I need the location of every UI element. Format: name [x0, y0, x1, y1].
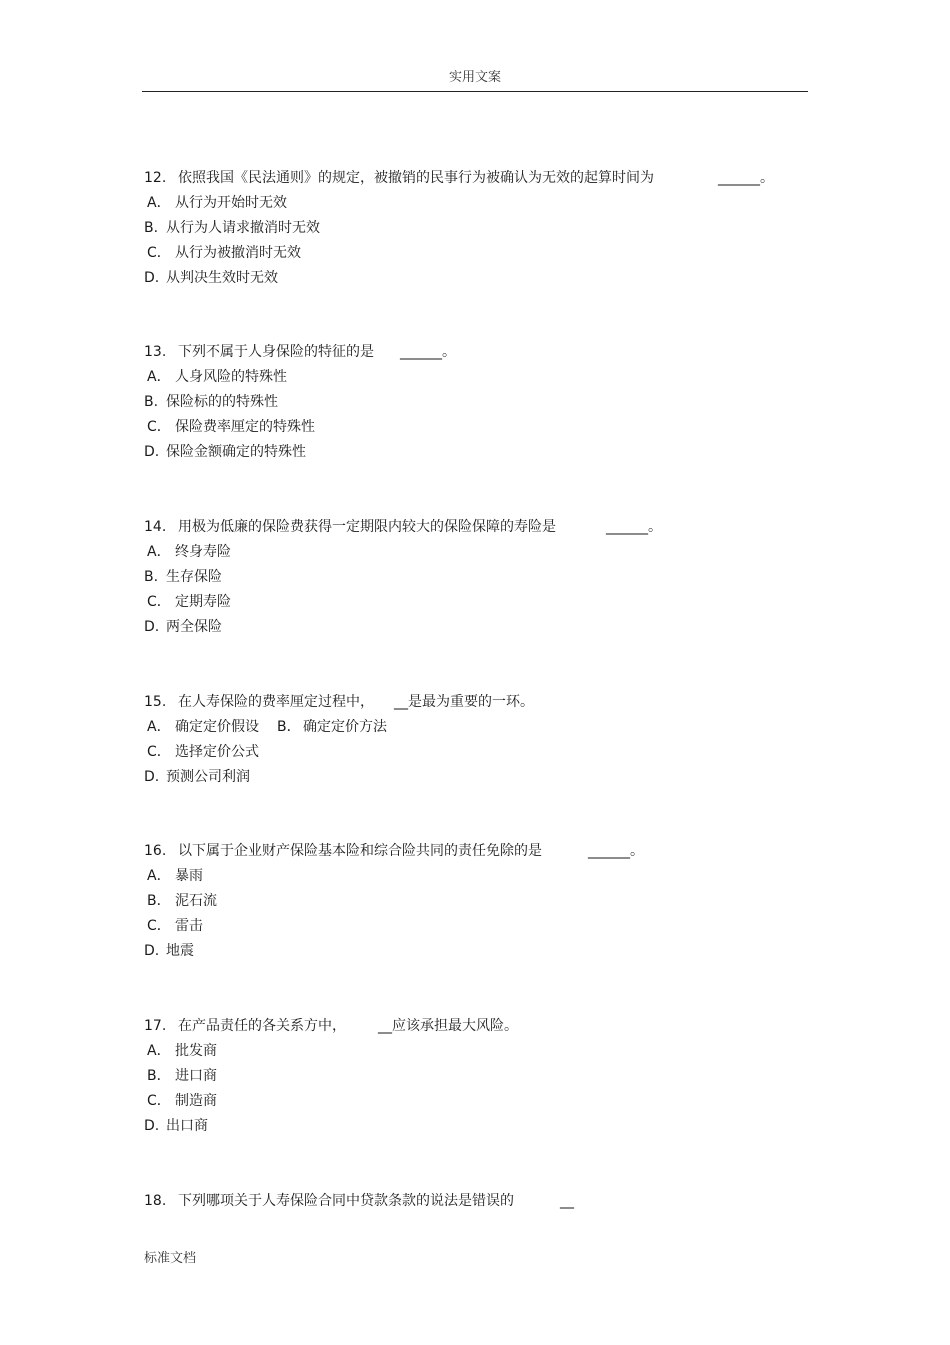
question-number: 18.: [144, 1193, 167, 1209]
question-number: 17.: [144, 1018, 167, 1034]
question-12: [144, 166, 774, 291]
question-stem: [144, 1014, 518, 1039]
option-b: B. 保险标的的特殊性: [144, 394, 278, 410]
question-text: 以下属于企业财产保险基本险和综合险共同的责任免除的是: [178, 843, 542, 859]
option-b: B． 泥石流: [147, 893, 217, 909]
answer-blank: __是最为重要的一环。: [394, 694, 534, 710]
question-number: 14.: [144, 519, 167, 535]
question-18: [144, 1189, 574, 1214]
option-b-letter: B．: [277, 719, 301, 735]
question-text: 用极为低廉的保险费获得一定期限内较大的保险保障的寿险是: [178, 519, 556, 535]
option-a: A． 从行为开始时无效: [147, 195, 287, 211]
question-text: 依照我国《民法通则》的规定，被撤销的民事行为被确认为无效的起算时间为: [178, 170, 654, 186]
option-c: C． 保险费率厘定的特殊性: [147, 419, 315, 435]
option-a-letter: A．: [147, 719, 171, 735]
answer-blank: ______。: [606, 519, 662, 535]
answer-blank: __应该承担最大风险。: [378, 1018, 518, 1034]
option-a: A． 人身风险的特殊性: [147, 369, 287, 385]
option-c: C． 定期寿险: [147, 594, 231, 610]
question-stem: [144, 515, 662, 540]
option-c: C． 制造商: [147, 1093, 217, 1109]
question-stem: [144, 1189, 574, 1214]
answer-blank: ______。: [718, 170, 774, 186]
option-d: D. 两全保险: [144, 619, 222, 635]
question-text: 下列哪项关于人寿保险合同中贷款条款的说法是错误的: [178, 1193, 514, 1209]
option-b: B． 进口商: [147, 1068, 217, 1084]
option-b: B. 生存保险: [144, 569, 222, 585]
question-text: 在产品责任的各关系方中，: [178, 1018, 346, 1034]
option-d: D. 从判决生效时无效: [144, 270, 278, 286]
option-a-b-row: [144, 715, 534, 740]
question-number: 12.: [144, 170, 167, 186]
header-divider: [142, 91, 808, 92]
question-number: 15.: [144, 694, 167, 710]
answer-blank: ______。: [400, 344, 456, 360]
option-c: C． 雷击: [147, 918, 203, 934]
option-b: B. 从行为人请求撤消时无效: [144, 220, 320, 236]
question-17: [144, 1014, 518, 1139]
option-c: C． 选择定价公式: [147, 744, 259, 760]
question-text: 在人寿保险的费率厘定过程中，: [178, 694, 374, 710]
option-d: D. 预测公司利润: [144, 769, 250, 785]
question-number: 13.: [144, 344, 167, 360]
page-footer: 标准文档: [144, 1251, 197, 1266]
option-a: A． 批发商: [147, 1043, 217, 1059]
option-a: A． 终身寿险: [147, 544, 231, 560]
answer-blank: ______。: [588, 843, 644, 859]
question-number: 16.: [144, 843, 167, 859]
option-d: D. 出口商: [144, 1118, 208, 1134]
question-14: [144, 515, 662, 640]
question-15: [144, 690, 534, 790]
option-a-text: 确定定价假设: [175, 719, 259, 735]
option-a: A． 暴雨: [147, 868, 203, 884]
answer-blank: __: [560, 1193, 574, 1209]
question-stem: [144, 690, 534, 715]
option-d: D. 地震: [144, 943, 194, 959]
option-c: C． 从行为被撤消时无效: [147, 245, 301, 261]
question-13: [144, 340, 456, 465]
question-text: 下列不属于人身保险的特征的是: [178, 344, 374, 360]
option-d: D. 保险金额确定的特殊性: [144, 444, 306, 460]
question-stem: [144, 839, 644, 864]
option-b-text: 确定定价方法: [303, 719, 387, 735]
question-stem: [144, 166, 774, 191]
question-stem: [144, 340, 456, 365]
page-header: 实用文案: [448, 70, 501, 85]
question-16: [144, 839, 644, 964]
